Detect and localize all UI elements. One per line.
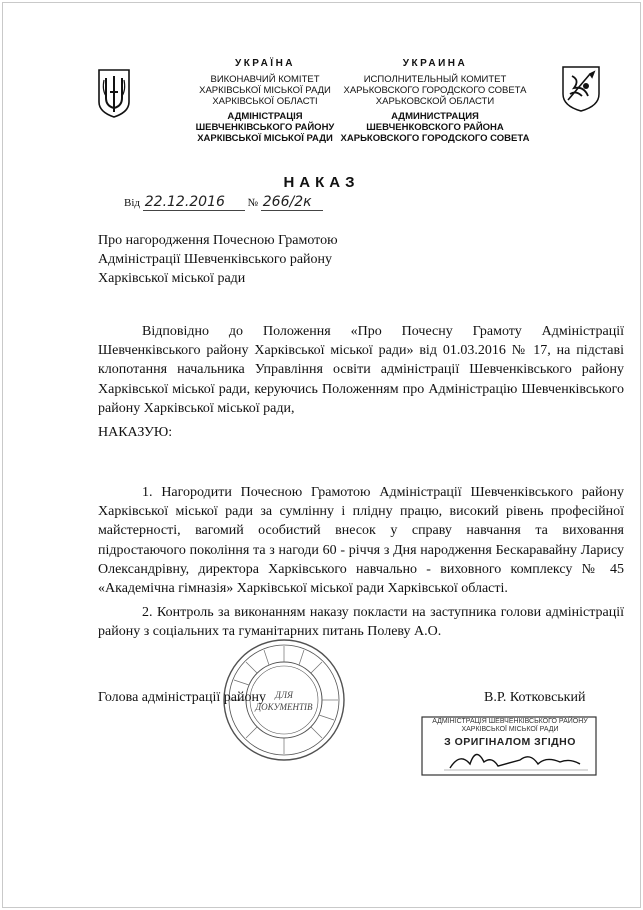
header-ua-line1: ВИКОНАВЧИЙ КОМІТЕТ	[210, 74, 320, 85]
number-prefix: №	[247, 197, 258, 209]
header-ru-line2: ХАРЬКОВСКОГО ГОРОДСКОГО СОВЕТА	[343, 85, 527, 96]
date-value: 22.12.2016	[143, 194, 245, 211]
date-prefix: Від	[124, 197, 140, 209]
stamp-org-line2: ХАРКІВСЬКОЇ МІСЬКОЇ РАДИ	[461, 726, 559, 733]
header-ua-line2: ХАРКІВСЬКОЇ МІСЬКОЇ РАДИ	[199, 85, 331, 96]
trident-emblem-icon	[96, 68, 132, 118]
header-ru-line6: ХАРЬКОВСКОГО ГОРОДСКОГО СОВЕТА	[340, 133, 530, 144]
header-ua-line3: ХАРКІВСЬКОЇ ОБЛАСТІ	[212, 96, 318, 107]
order-subject	[98, 231, 418, 288]
header-ua-line6: ХАРКІВСЬКОЇ МІСЬКОЇ РАДИ	[197, 133, 333, 144]
order-item-1: 1. Нагородити Почесною Грамотою Адміністрації Шевченківського району Харківської міської ради за сумлінну і плідну працю, високий рівень професійної майстерності, вагомий особистий внесок у справу навчання та виховання підростаючого покоління та з нагоди 60 - річчя з Дня народження Бескаравайну Ларису Олександрівну, директора Харківського навчально - виховного комплексу № 45 «Академічна гімназія» Харківської міської ради Харківської області.	[98, 485, 624, 597]
number-value: 266/2к	[261, 194, 323, 211]
header-ua-line5: ШЕВЧЕНКІВСЬКОГО РАЙОНУ	[195, 122, 335, 133]
order-item-2: 2. Контроль за виконанням наказу покласти на заступника голови адміністрації району з соціальних та гуманітарних питань Полеву А.О.	[98, 605, 624, 640]
subject-line1: Про нагородження Почесною Грамотою	[98, 233, 338, 248]
stamp-certified-text: З ОРИГІНАЛОМ ЗГІДНО	[444, 736, 576, 748]
header-ru-line1: ИСПОЛНИТЕЛЬНЫЙ КОМИТЕТ	[363, 74, 507, 85]
header-ua-line4: АДМІНІСТРАЦІЯ	[227, 111, 303, 122]
header-ru-line3: ХАРЬКОВСКОЙ ОБЛАСТИ	[375, 96, 495, 107]
subject-line2: Адміністрації Шевченківського району	[98, 252, 333, 267]
seal-center-line2: ДОКУМЕНТІВ	[255, 702, 313, 712]
country-name-ua: УКРАЇНА	[234, 58, 296, 69]
header-ru-line4: АДМИНИСТРАЦИЯ	[391, 111, 479, 122]
order-word: НАКАЗУЮ:	[98, 425, 173, 440]
signature-position: Голова адміністрації району	[98, 690, 266, 705]
date-number-line	[124, 194, 323, 211]
preamble-paragraph: Відповідно до Положення «Про Почесну Грамоту Адміністрації Шевченківського району Харківської міської ради» від 01.03.2016 № 17, на підставі клопотання начальника Управління освіти адміністрації Шевченківського району Харківської міської ради, керуючись Положенням про Адміністрацію Шевченківського району Харківської міської ради,	[98, 324, 624, 416]
signature-name: В.Р. Котковський	[484, 690, 586, 705]
stamp-org-line1: АДМІНІСТРАЦІЯ ШЕВЧЕНКІВСЬКОГО РАЙОНУ	[432, 718, 588, 725]
kharkiv-coat-of-arms-icon	[560, 64, 602, 112]
header-ru-line5: ШЕВЧЕНКОВСКОГО РАЙОНА	[366, 122, 504, 133]
country-name-ru: УКРАИНА	[402, 58, 468, 69]
subject-line3: Харківської міської ради	[98, 271, 246, 286]
header-russian	[340, 58, 530, 144]
certified-copy-stamp	[420, 716, 600, 778]
seal-center-line1: ДЛЯ	[275, 690, 293, 700]
header-ukrainian	[180, 58, 350, 144]
document-title: НАКАЗ	[283, 174, 360, 191]
